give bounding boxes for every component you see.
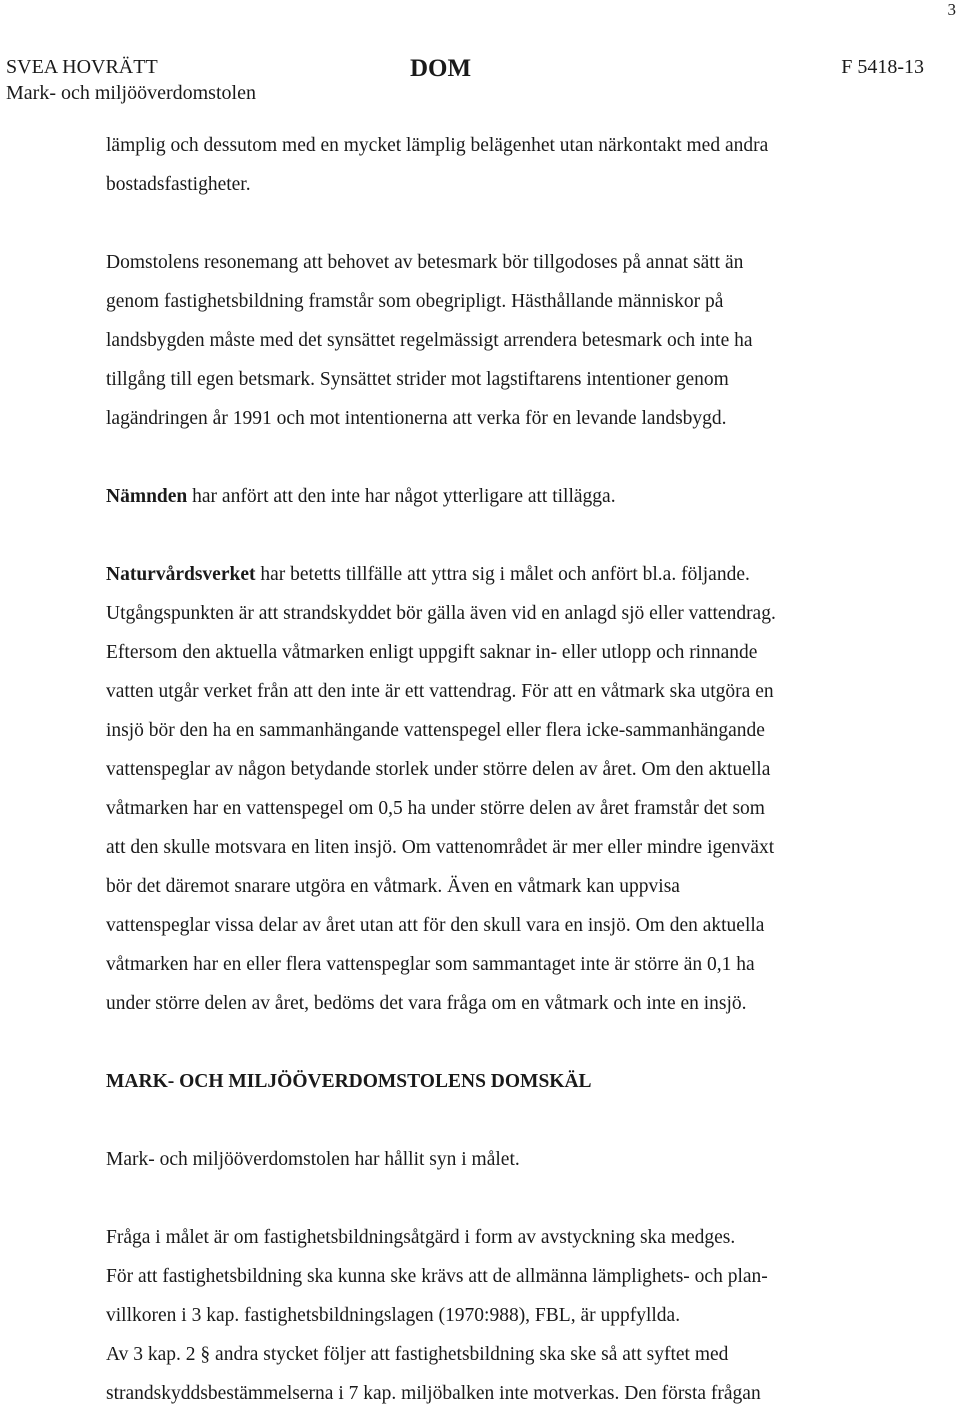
text-line: Fråga i målet är om fastighetsbildningsåtgärd i form av avstyckning ska medges.: [106, 1227, 736, 1248]
text-line: För att fastighetsbildning ska kunna ske krävs att de allmänna lämplighets- och plan-: [106, 1266, 768, 1287]
page-number: 3: [947, 0, 956, 19]
document-type: DOM: [410, 55, 472, 82]
text-line: bör det däremot snarare utgöra en våtmark. Även en våtmark kan uppvisa: [106, 876, 680, 897]
text-line: vattenspeglar vissa delar av året utan att för den skull vara en insjö. Om den aktuella: [106, 915, 765, 936]
text-run: har betetts tillfälle att yttra sig i målet och anfört bl.a. följande.: [255, 564, 750, 585]
text-line: landsbygden måste med det synsättet regelmässigt arrendera betesmark och inte ha: [106, 330, 753, 351]
text-line: Utgångspunkten är att strandskyddet bör gälla även vid en anlagd sjö eller vattendrag.: [106, 603, 776, 624]
party-name: Naturvårdsverket: [106, 564, 256, 585]
text-line: [106, 1335, 886, 1374]
text-line: tillgång till egen betsmark. Synsättet strider mot lagstiftarens intentioner genom: [106, 369, 729, 390]
section-heading: MARK- OCH MILJÖÖVERDOMSTOLENS DOMSKÄL: [106, 1071, 592, 1092]
text-run: andra stycket följer att fastighetsbildning ska ske så att syftet med: [210, 1344, 729, 1365]
text-line: lagändringen år 1991 och mot intentionerna att verka för en levande landsbygd.: [106, 408, 727, 429]
text-run: har anfört att den inte har något ytterligare att tillägga.: [187, 486, 616, 507]
text-line: våtmarken har en vattenspegel om 0,5 ha under större delen av året framstår det som: [106, 798, 765, 819]
text-line: Mark- och miljööverdomstolen har hållit syn i målet.: [106, 1149, 520, 1170]
text-run: Av 3 kap. 2: [106, 1344, 201, 1365]
text-line: insjö bör den ha en sammanhängande vattenspegel eller flera icke-sammanhängande: [106, 720, 765, 741]
document-body: [106, 126, 886, 1413]
court-name: SVEA HOVRÄTT: [6, 56, 158, 78]
text-line: under större delen av året, bedöms det vara fråga om en våtmark och inte en insjö.: [106, 993, 747, 1014]
text-line: Domstolens resonemang att behovet av betesmark bör tillgodoses på annat sätt än: [106, 252, 744, 273]
text-line: strandskyddsbestämmelserna i 7 kap. miljöbalken inte motverkas. Den första frågan: [106, 1383, 761, 1404]
text-line: [106, 477, 886, 516]
text-line: genom fastighetsbildning framstår som obegripligt. Hästhållande människor på: [106, 291, 724, 312]
section-symbol: §: [200, 1344, 211, 1365]
text-line: vattenspeglar av någon betydande storlek under större delen av året. Om den aktuella: [106, 759, 771, 780]
court-division: Mark- och miljööverdomstolen: [6, 82, 256, 104]
text-line: lämplig och dessutom med en mycket lämplig belägenhet utan närkontakt med andra: [106, 135, 769, 156]
text-line: Eftersom den aktuella våtmarken enligt uppgift saknar in- eller utlopp och rinnande: [106, 642, 758, 663]
text-line: vatten utgår verket från att den inte är ett vattendrag. För att en våtmark ska utgöra en: [106, 681, 774, 702]
text-line: villkoren i 3 kap. fastighetsbildningslagen (1970:988), FBL, är uppfyllda.: [106, 1305, 681, 1326]
text-line: att den skulle motsvara en liten insjö. Om vattenområdet är mer eller mindre igenväxt: [106, 837, 775, 858]
party-name: Nämnden: [106, 486, 188, 507]
text-line: [106, 555, 886, 594]
case-number: F 5418-13: [841, 56, 924, 78]
text-line: våtmarken har en eller flera vattenspeglar som sammantaget inte är större än 0,1 ha: [106, 954, 755, 975]
text-line: bostadsfastigheter.: [106, 174, 251, 195]
document-header: [6, 54, 924, 106]
